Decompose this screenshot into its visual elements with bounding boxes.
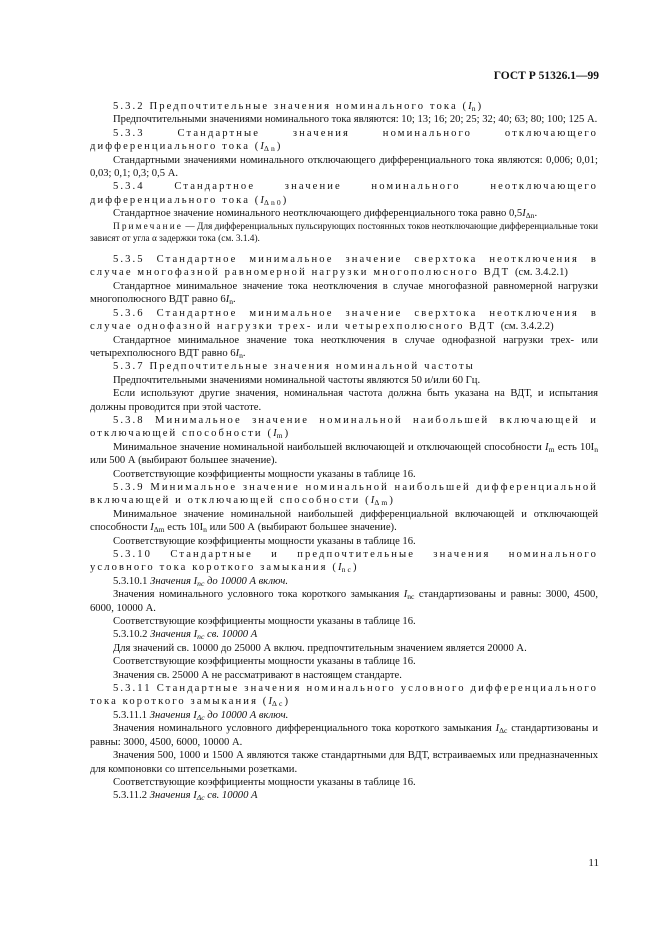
paragraph: Соответствующие коэффициенты мощности указаны в таблице 16. bbox=[113, 468, 416, 480]
paragraph: Стандартное минимальное значение тока неотключения в случае многофазной равномерной нагрузки многополюсного ВДТ равно $6I_n$. bbox=[90, 280, 598, 307]
paragraph: Стандартное минимальное значение тока неотключения в случае однофазной нагрузки трех- или четырехполюсного ВДТ равно $6I_n$. bbox=[90, 334, 598, 360]
paragraph: Значения 500, 1000 и 1500 А являются также стандартными для ВДТ, встраиваемых или предназначенных для компоновки со штепсельными розетками. bbox=[90, 750, 598, 775]
paragraph: Стандартными значениями номинального отключающего дифференциального тока являются: 0,006; 0,01; 0,03; 0,1; 0,3; 0,5 А. bbox=[90, 154, 598, 180]
section-heading: 5.3.5 Стандартное минимальное значение сверхтока неотключения в случае многофазной равномерной нагрузки многополюсного ВДТ (см. 3.4.2.1) bbox=[90, 254, 598, 279]
paragraph: Предпочтительными значениями номинальной частоты являются 50 и/или 60 Гц. bbox=[113, 374, 481, 386]
section-heading: 5.3.8 Минимальное значение номинальной наибольшей включающей и отключающей способности $(I_m)$ bbox=[90, 414, 598, 441]
paragraph: Соответствующие коэффициенты мощности указаны в таблице 16. bbox=[113, 776, 416, 788]
section-heading: 5.3.3 Стандартные значения номинального отключающего дифференциального тока $(I_{\Delta n})$ bbox=[90, 127, 598, 154]
subsection-heading: 5.3.10.2 Значения $I_{nc}$ св. 10000 А bbox=[113, 629, 258, 642]
paragraph: Для значений св. 10000 до 25000 А включ. предпочтительным значением является 20000 А. bbox=[113, 642, 527, 654]
section-heading: 5.3.11 Стандартные значения номинального условного дифференциального тока короткого замыкания $(I_{\Delta c})$ bbox=[90, 683, 598, 709]
document-body bbox=[90, 100, 598, 803]
section-heading: 5.3.9 Минимальное значение номинальной наибольшей дифференциальной включающей и отключающей способности $(I_{\Delta m})$ bbox=[90, 481, 599, 508]
paragraph: Значения св. 25000 А не рассматривают в настоящем стандарте. bbox=[113, 669, 402, 681]
paragraph: Соответствующие коэффициенты мощности указаны в таблице 16. bbox=[113, 535, 416, 547]
paragraph: Стандартное значение номинального неотключающего дифференциального тока равно $0,5I_{\Delta n}$. bbox=[113, 208, 538, 221]
section-heading: 5.3.2 Предпочтительные значения номинального тока $(I_n)$ bbox=[113, 101, 484, 113]
document-header: ГОСТ Р 51326.1—99 bbox=[493, 70, 599, 82]
section-heading: 5.3.4 Стандартное значение номинального неотключающего дифференциального тока $(I_{\Delta n0})$ bbox=[90, 181, 599, 207]
paragraph: Значения номинального условного дифференциального тока короткого замыкания $I_{\Delta c}$ стандартизованы и равны: 3000, 4500, 6000, 10000 А. bbox=[90, 723, 598, 748]
paragraph: Минимальное значение номинальной наибольшей дифференциальной включающей и отключающей способности $I_{\Delta m}$ есть $10I_n$ или 500 А (выбирают большее значение). bbox=[90, 508, 598, 535]
subsection-heading: 5.3.11.1 Значения $I_{\Delta c}$ до 10000 А включ. bbox=[113, 709, 289, 722]
page-number: 11 bbox=[588, 857, 599, 869]
section-heading: 5.3.6 Стандартное минимальное значение сверхтока неотключения в случае однофазной нагрузки трех- или четырехполюсного ВДТ (см. 3.4.2.2) bbox=[90, 307, 598, 333]
subsection-heading: 5.3.10.1 Значения $I_{nc}$ до 10000 А включ. bbox=[113, 575, 288, 588]
paragraph: Предпочтительными значениями номинального тока являются: 10; 13; 16; 20; 25; 32; 40; 63; 80; 100; 125 А. bbox=[113, 114, 598, 126]
paragraph: Соответствующие коэффициенты мощности указаны в таблице 16. bbox=[113, 616, 416, 628]
paragraph: Если используют другие значения, номинальная частота должна быть указана на ВДТ, и испытания должны проводится при этой частоте. bbox=[90, 388, 598, 413]
paragraph: Значения номинального условного тока короткого замыкания $I_{nc}$ стандартизованы и равны: 3000, 4500, 6000, 10000 А. bbox=[90, 589, 599, 614]
subsection-heading: 5.3.11.2 Значения $I_{\Delta c}$ св. 10000 А bbox=[113, 790, 258, 803]
section-heading: 5.3.7 Предпочтительные значения номинальной частоты bbox=[113, 361, 475, 373]
paragraph: Соответствующие коэффициенты мощности указаны в таблице 16. bbox=[113, 656, 416, 668]
note: Примечание — Для дифференциальных пульсирующих постоянных токов неотключающие дифференциальные токи зависят от угла α задержки тока (см. 3.1.4). bbox=[90, 221, 598, 244]
paragraph: Минимальное значение номинальной наибольшей включающей и отключающей способности $I_m$ есть $10I_n$ или 500 А (выбирают большее значение). bbox=[90, 441, 598, 467]
section-heading: 5.3.10 Стандартные и предпочтительные значения номинального условного тока короткого замыкания $(I_{nc})$ bbox=[90, 549, 598, 575]
